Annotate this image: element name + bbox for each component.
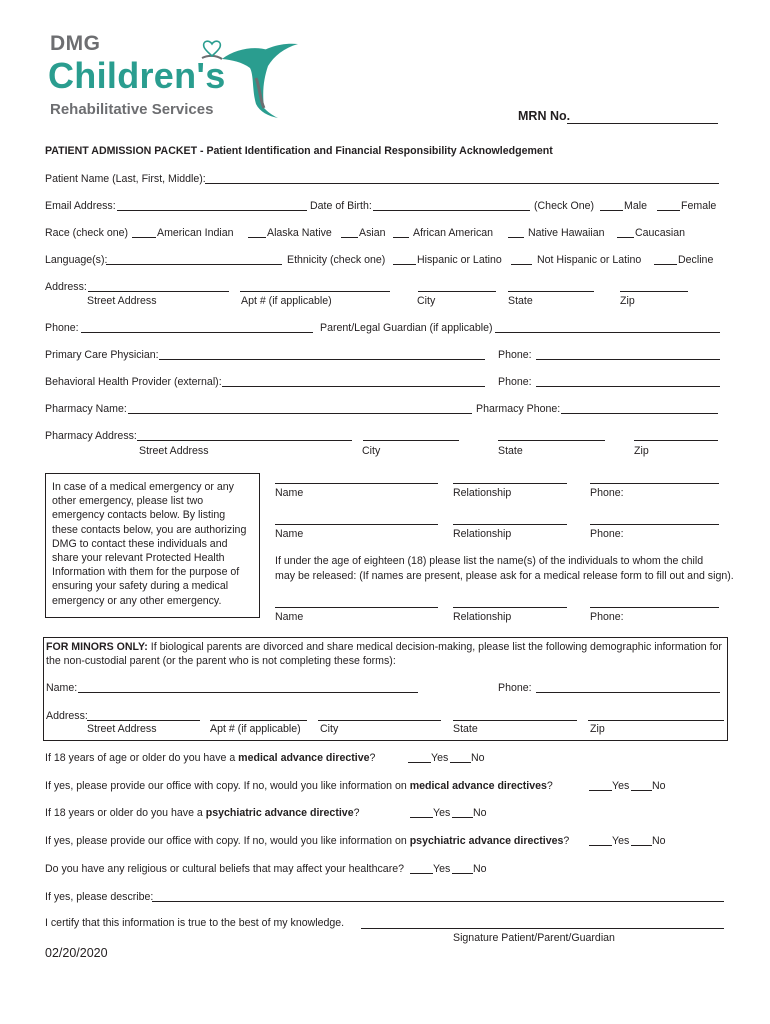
- packet-title-prefix: PATIENT ADMISSION PACKET -: [45, 145, 207, 157]
- q1-text: [45, 752, 375, 765]
- minor-city-caption: City: [320, 723, 339, 735]
- race-option-african-american: African American: [413, 227, 494, 239]
- q2-yes-label: Yes: [612, 780, 630, 792]
- contact1-relationship-field[interactable]: [453, 483, 567, 484]
- ethnicity-checkbox-decline[interactable]: [654, 264, 677, 265]
- race-checkbox-alaska-native[interactable]: [248, 237, 266, 238]
- race-checkbox-african-american[interactable]: [393, 237, 409, 238]
- race-option-caucasian: Caucasian: [635, 227, 686, 239]
- q2-text-c: ?: [546, 780, 553, 792]
- minor-phone-field[interactable]: [536, 692, 720, 693]
- emergency-line: emergency contacts below. By listing: [52, 509, 226, 522]
- race-option-alaska-native: Alaska Native: [267, 227, 332, 239]
- emergency-line: DMG to contact these individuals and: [52, 537, 228, 550]
- release-phone-caption: Phone:: [590, 611, 624, 623]
- q3-text-b: psychiatric advance directive: [205, 807, 354, 819]
- state-field[interactable]: [508, 291, 594, 292]
- q4-yes-checkbox[interactable]: [589, 845, 612, 846]
- minor-zip-caption: Zip: [590, 723, 605, 735]
- emergency-line: emergency or any other emergency.: [52, 594, 222, 607]
- contact2-relationship-field[interactable]: [453, 524, 567, 525]
- pharmacy-city-field[interactable]: [363, 440, 459, 441]
- hummingbird-icon: [198, 38, 308, 122]
- minors-text-1: [46, 641, 722, 654]
- city-caption: City: [417, 295, 436, 307]
- ethnicity-checkbox-not-hispanic[interactable]: [511, 264, 532, 265]
- describe-field[interactable]: [152, 901, 724, 902]
- q5-yes-label: Yes: [433, 863, 451, 875]
- minors-text-2: the non-custodial parent (or the parent who is not completing these forms):: [46, 655, 396, 667]
- race-label: Race (check one): [45, 227, 129, 239]
- q4-text-c: ?: [563, 835, 570, 847]
- q2-text-a: If yes, please provide our office with copy. If no, would you like information on: [45, 780, 410, 792]
- male-label: Male: [624, 200, 647, 212]
- q4-no-label: No: [652, 835, 666, 847]
- minor-release-text-1: If under the age of eighteen (18) please list the name(s) of the individuals to whom the child: [275, 555, 704, 567]
- contact2-relationship-caption: Relationship: [453, 528, 512, 540]
- ethnicity-checkbox-hispanic[interactable]: [393, 264, 416, 265]
- minor-release-text-2: may be released: (If names are present, please ask for a medical release form to fill out and sign).: [275, 570, 734, 582]
- emergency-line: Information with them for the purpose of: [52, 566, 240, 579]
- q1-text-b: medical advance directive: [238, 752, 370, 764]
- patient-name-field[interactable]: [205, 183, 719, 184]
- apt-caption: Apt # (if applicable): [241, 295, 332, 307]
- pharmacy-zip-field[interactable]: [634, 440, 718, 441]
- logo-subtitle: Rehabilitative Services: [50, 101, 214, 118]
- mrn-label: MRN No.: [518, 109, 571, 123]
- q1-text-a: If 18 years of age or older do you have a: [45, 752, 239, 764]
- check-one-label: (Check One): [534, 200, 595, 212]
- q5-text: Do you have any religious or cultural beliefs that may affect your healthcare?: [45, 863, 405, 875]
- contact2-phone-caption: Phone:: [590, 528, 624, 540]
- q2-no-checkbox[interactable]: [631, 790, 652, 791]
- q2-no-label: No: [652, 780, 666, 792]
- minors-text-1-rest: If biological parents are divorced and share medical decision-making, please list the following demographic information for: [147, 641, 722, 653]
- q3-no-label: No: [473, 807, 487, 819]
- guardian-label: Parent/Legal Guardian (if applicable): [320, 322, 493, 334]
- minor-name-field[interactable]: [78, 692, 418, 693]
- minor-apt-caption: Apt # (if applicable): [210, 723, 301, 735]
- apt-field[interactable]: [240, 291, 390, 292]
- pharmacy-state-field[interactable]: [498, 440, 605, 441]
- emergency-info-text: [52, 480, 246, 608]
- q2-yes-checkbox[interactable]: [589, 790, 612, 791]
- zip-caption: Zip: [620, 295, 635, 307]
- packet-title: [45, 145, 553, 158]
- pharmacy-state-caption: State: [498, 445, 523, 457]
- pharmacy-city-caption: City: [362, 445, 381, 457]
- pharmacy-street-field[interactable]: [137, 440, 352, 441]
- form-date: 02/20/2020: [45, 946, 108, 960]
- female-label: Female: [681, 200, 717, 212]
- street-caption: Street Address: [87, 295, 157, 307]
- pcp-phone-label: Phone:: [498, 349, 532, 361]
- emergency-line: In case of a medical emergency or any: [52, 481, 234, 493]
- minor-address-label: Address:: [46, 710, 88, 722]
- race-option-native-hawaiian: Native Hawaiian: [528, 227, 605, 239]
- pcp-field[interactable]: [159, 359, 485, 360]
- language-field[interactable]: [106, 264, 282, 265]
- pharmacy-name-field[interactable]: [128, 413, 472, 414]
- contact1-name-caption: Name: [275, 487, 304, 499]
- pcp-label: Primary Care Physician:: [45, 349, 159, 361]
- q3-yes-label: Yes: [433, 807, 451, 819]
- race-option-asian: Asian: [359, 227, 386, 239]
- minor-street-field[interactable]: [87, 720, 200, 721]
- release-name-caption: Name: [275, 611, 304, 623]
- describe-label: If yes, please describe:: [45, 891, 154, 903]
- language-label: Language(s):: [45, 254, 108, 266]
- release-relationship-field[interactable]: [453, 607, 567, 608]
- pharmacy-zip-caption: Zip: [634, 445, 649, 457]
- race-checkbox-native-hawaiian[interactable]: [508, 237, 524, 238]
- signature-caption: Signature Patient/Parent/Guardian: [453, 932, 615, 944]
- dob-label: Date of Birth:: [310, 200, 372, 212]
- contact1-phone-caption: Phone:: [590, 487, 624, 499]
- q4-text-a: If yes, please provide our office with copy. If no, would you like information on: [45, 835, 410, 847]
- q1-yes-checkbox[interactable]: [408, 762, 431, 763]
- q1-no-label: No: [471, 752, 485, 764]
- bhp-phone-label: Phone:: [498, 376, 532, 388]
- ethnicity-option-decline: Decline: [678, 254, 714, 266]
- state-caption: State: [508, 295, 533, 307]
- minor-state-field[interactable]: [453, 720, 577, 721]
- packet-title-rest: Patient Identification and Financial Responsibility Acknowledgement: [206, 145, 553, 157]
- bhp-field[interactable]: [222, 386, 485, 387]
- q5-yes-checkbox[interactable]: [410, 873, 433, 874]
- contact2-name-caption: Name: [275, 528, 304, 540]
- q3-text-c: ?: [353, 807, 360, 819]
- bhp-label: Behavioral Health Provider (external):: [45, 376, 222, 388]
- ethnicity-label: Ethnicity (check one): [287, 254, 386, 266]
- q5-no-checkbox[interactable]: [452, 873, 473, 874]
- pharmacy-phone-field[interactable]: [561, 413, 718, 414]
- q3-text-a: If 18 years or older do you have a: [45, 807, 206, 819]
- race-checkbox-asian[interactable]: [341, 237, 358, 238]
- q1-text-c: ?: [369, 752, 376, 764]
- emergency-line: other emergency, please list two: [52, 495, 204, 508]
- emergency-line: these contacts below, you are authorizing: [52, 523, 247, 536]
- release-relationship-caption: Relationship: [453, 611, 512, 623]
- signature-field[interactable]: [361, 928, 724, 929]
- minor-street-caption: Street Address: [87, 723, 157, 735]
- q4-yes-label: Yes: [612, 835, 630, 847]
- contact2-phone-field[interactable]: [590, 524, 719, 525]
- phone-field[interactable]: [81, 332, 313, 333]
- female-checkbox[interactable]: [657, 210, 680, 211]
- minor-apt-field[interactable]: [210, 720, 307, 721]
- race-checkbox-caucasian[interactable]: [617, 237, 634, 238]
- certify-text: I certify that this information is true to the best of my knowledge.: [45, 917, 345, 929]
- release-phone-field[interactable]: [590, 607, 719, 608]
- q5-no-label: No: [473, 863, 487, 875]
- minor-zip-field[interactable]: [588, 720, 724, 721]
- bhp-phone-field[interactable]: [536, 386, 720, 387]
- email-field[interactable]: [117, 210, 307, 211]
- street-field[interactable]: [88, 291, 229, 292]
- race-option-american-indian: American Indian: [157, 227, 234, 239]
- pharmacy-phone-label: Pharmacy Phone:: [476, 403, 561, 415]
- q1-no-checkbox[interactable]: [450, 762, 471, 763]
- zip-field[interactable]: [620, 291, 688, 292]
- pharmacy-address-label: Pharmacy Address:: [45, 430, 137, 442]
- minor-phone-label: Phone:: [498, 682, 532, 694]
- male-checkbox[interactable]: [600, 210, 623, 211]
- phone-label: Phone:: [45, 322, 79, 334]
- logo-childrens-text: Children's: [48, 55, 226, 96]
- emergency-line: ensuring your safety during a medical: [52, 580, 229, 593]
- q2-text: [45, 780, 553, 793]
- contact2-name-field[interactable]: [275, 524, 438, 525]
- q4-text: [45, 835, 569, 848]
- patient-name-label: Patient Name (Last, First, Middle):: [45, 173, 206, 185]
- minor-name-label: Name:: [46, 682, 78, 694]
- dob-field[interactable]: [373, 210, 530, 211]
- q4-no-checkbox[interactable]: [631, 845, 652, 846]
- contact1-phone-field[interactable]: [590, 483, 719, 484]
- q4-text-b: psychiatric advance directives: [409, 835, 564, 847]
- ethnicity-option-not-hispanic: Not Hispanic or Latino: [537, 254, 642, 266]
- q1-yes-label: Yes: [431, 752, 449, 764]
- pharmacy-name-label: Pharmacy Name:: [45, 403, 127, 415]
- contact1-relationship-caption: Relationship: [453, 487, 512, 499]
- release-name-field[interactable]: [275, 607, 438, 608]
- race-checkbox-american-indian[interactable]: [132, 237, 156, 238]
- pcp-phone-field[interactable]: [536, 359, 720, 360]
- q3-yes-checkbox[interactable]: [410, 817, 433, 818]
- emergency-line: share your relevant Protected Health: [52, 552, 225, 565]
- q2-text-b: medical advance directives: [409, 780, 547, 792]
- minor-city-field[interactable]: [318, 720, 441, 721]
- pharmacy-street-caption: Street Address: [139, 445, 209, 457]
- guardian-field[interactable]: [495, 332, 720, 333]
- contact1-name-field[interactable]: [275, 483, 438, 484]
- q3-no-checkbox[interactable]: [452, 817, 473, 818]
- q3-text: [45, 807, 360, 820]
- minors-only-label: FOR MINORS ONLY:: [46, 641, 148, 653]
- ethnicity-option-hispanic: Hispanic or Latino: [417, 254, 502, 266]
- minor-state-caption: State: [453, 723, 478, 735]
- mrn-field[interactable]: [567, 123, 718, 124]
- city-field[interactable]: [418, 291, 496, 292]
- address-label: Address:: [45, 281, 87, 293]
- email-label: Email Address:: [45, 200, 116, 212]
- logo-dmg-text: DMG: [50, 32, 101, 55]
